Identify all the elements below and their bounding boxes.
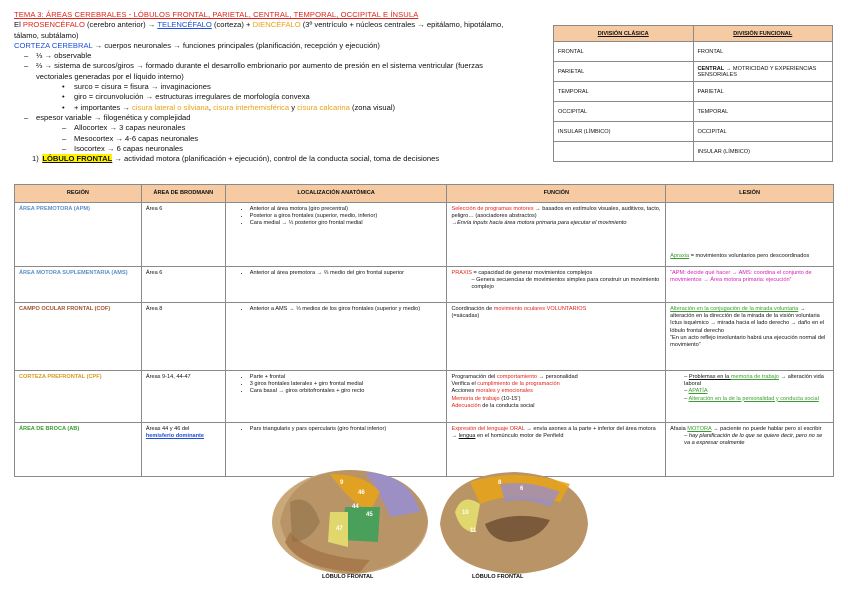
list-item: – ⅔ → sistema de surcos/giros → formado durante el desarrollo embrionario por aumento de presión en el sistema ventricular (fuerzas: [14, 61, 534, 71]
column-header: DIVISIÓN CLÁSICA: [554, 26, 694, 42]
table-row: CAMPO OCULAR FRONTAL (COF) Área 8 • Anterior a AMS → ⅓ medios de los giros frontales (superior y medio) Coordinación de movimiento oculares VOLUNTARIOS (=sácadas) Alteración en la conjugación de la mirada voluntaria → alteración en la dirección de la mirada de la visión voluntaria Ictus isquémico → mirada hacia el lado derecho → daño en el lóbulo frontal derecho “En un acto reflejo involuntario habrá una ejecución normal del movimiento”: [15, 303, 834, 371]
intro-line-2: tálamo, subtálamo): [14, 30, 79, 40]
corteza-term: CORTEZA CEREBRAL: [14, 40, 93, 50]
hemisferio-link: hemisferio dominante: [145, 433, 204, 440]
lobulo-frontal-term: LÓBULO FRONTAL: [42, 154, 113, 164]
list-item: – Allocortex → 3 capas neuronales: [14, 123, 534, 133]
table-row: ÁREA DE BROCA (AB) Áreas 44 y 46 del hemisferio dominante • Pars triangularis y pars opercularis (giro frontal inferior) Expresión del lenguaje ORAL → envía axones a la parte + inferior del área motora → lengua en el homúnculo motor de Penfield Afasia MOTORA → paciente no puede hablar pero sí escribir – hay planificación de lo que se quiere decir, pero no se va a expresar oralmente: [15, 423, 834, 477]
area-label: 8: [498, 480, 502, 486]
list-item: • + importantes → cisura lateral o silviana, cisura interhemisférica y cisura calcarina (zona visual): [14, 103, 534, 113]
brain-figures: [270, 462, 590, 592]
list-item: – Isocortex → 6 capas neuronales: [14, 144, 534, 154]
table-row: PARIETAL CENTRAL → MOTRICIDAD Y EXPERIENCIAS SENSORIALES: [554, 62, 833, 82]
list-item: • giro = circunvolución → estructuras irregulares de morfología convexa: [14, 92, 534, 102]
page-title: TEMA 3: ÁREAS CEREBRALES - LÓBULOS FRONTAL, PARIETAL, CENTRAL, TEMPORAL, OCCIPITAL E ÍNSULA: [14, 10, 419, 19]
telencefalo-term: TELENCÉFALO: [157, 20, 212, 30]
table-row: ÁREA PREMOTORA (APM) Área 6 • Anterior al área motora (giro precentral) • Posterior a giros frontales (superior, medio, inferior) • Cara medial → ⅓ posterior giro frontal medial Selección de programas motores → basados en estímulos visuales, auditivos, tacto, peligro… (asociadores abstractos) →Envía inputs hacia área motora primaria para ejecutar el movimiento Apraxia = movimientos voluntarios pero descoordinados: [15, 203, 834, 267]
figure-caption-right: LÓBULO FRONTAL: [472, 574, 524, 580]
table-row: INSULAR (LÍMBICO) OCCIPITAL: [554, 122, 833, 142]
area-label: 9: [340, 480, 344, 486]
list-item: – Mesocortex → 4-6 capas neuronales: [14, 134, 534, 144]
list-item-cont: vectoriales generadas por el líquido interno): [36, 71, 184, 81]
brain-lateral-image: [272, 470, 428, 574]
list-item: – espesor variable → filogenética y complejidad: [14, 113, 534, 123]
area-label: 6: [520, 486, 524, 492]
column-header: LESIÓN: [666, 185, 834, 203]
table-row: INSULAR (LÍMBICO): [554, 142, 833, 162]
intro-line-3: CORTEZA CEREBRAL → cuerpos neuronales → funciones principales (planificación, recepción y ejecución): [14, 40, 380, 50]
area-label: 45: [366, 512, 373, 518]
column-header: DIVISIÓN FUNCIONAL: [693, 26, 833, 42]
intro-notes: [14, 10, 534, 164]
area-label: 10: [462, 510, 469, 516]
table-row: OCCIPITAL TEMPORAL: [554, 102, 833, 122]
area-label: 46: [358, 490, 365, 496]
table-row: CORTEZA PREFRONTAL (CPF) Áreas 9-14, 44-47 • Parte + frontal • 3 giros frontales laterales + giro frontal medial • Cara basal → giros orbitofrontales + giro recto Programación del comportamiento → personalidad Verifica el cumplimiento de la programación Acciones morales y emocionales Memoria de trabajo (10-15’) Adecuación de la conducta social – Problemas en la memoria de trabajo → alteración vida laboral – APATÍA – Alteración en la de la personalidad y conducta social: [15, 371, 834, 423]
list-item: – ⅓ → observable: [14, 51, 534, 61]
prosencefalo-term: PROSENCÉFALO: [22, 20, 85, 30]
table-row: TEMPORAL PARIETAL: [554, 82, 833, 102]
area-label: 44: [352, 504, 359, 510]
area-label: 11: [470, 528, 477, 534]
division-table: [553, 25, 833, 162]
column-header: FUNCIÓN: [447, 185, 666, 203]
area-label: 47: [336, 526, 343, 532]
table-row: FRONTAL FRONTAL: [554, 42, 833, 62]
table-row: ÁREA MOTORA SUPLEMENTARIA (AMS) Área 6 • Anterior al área premotora → ⅔ medio del giro frontal superior PRAXIS = capacidad de generar movimientos complejos – Genera secuencias de movimientos simples para construir un movimiento complejo “APM: decide qué hacer → AMS: coordina el conjunto de movimientos → Área motora primaria: ejecución”: [15, 267, 834, 303]
column-header: REGIÓN: [15, 185, 142, 203]
brain-medial-image: [440, 472, 588, 574]
column-header: LOCALIZACIÓN ANATÓMICA: [225, 185, 447, 203]
figure-caption-left: LÓBULO FRONTAL: [322, 574, 374, 580]
intro-line-1: El PROSENCÉFALO (cerebro anterior) → TELENCÉFALO (corteza) + DIENCÉFALO (3º ventrículo + núcleos centrales → epitálamo, hipotálamo,: [14, 20, 504, 30]
brain-illustration: [270, 462, 590, 582]
frontal-lobe-table: [14, 184, 834, 477]
column-header: ÁREA DE BRODMANN: [141, 185, 225, 203]
diencefalo-term: DIENCÉFALO: [252, 20, 301, 30]
lobulo-frontal-line: 1) LÓBULO FRONTAL → actividad motora (planificación + ejecución), control de la conducta social, toma de decisiones: [32, 154, 440, 164]
list-item: • surco = cisura = fisura → invaginaciones: [14, 82, 534, 92]
